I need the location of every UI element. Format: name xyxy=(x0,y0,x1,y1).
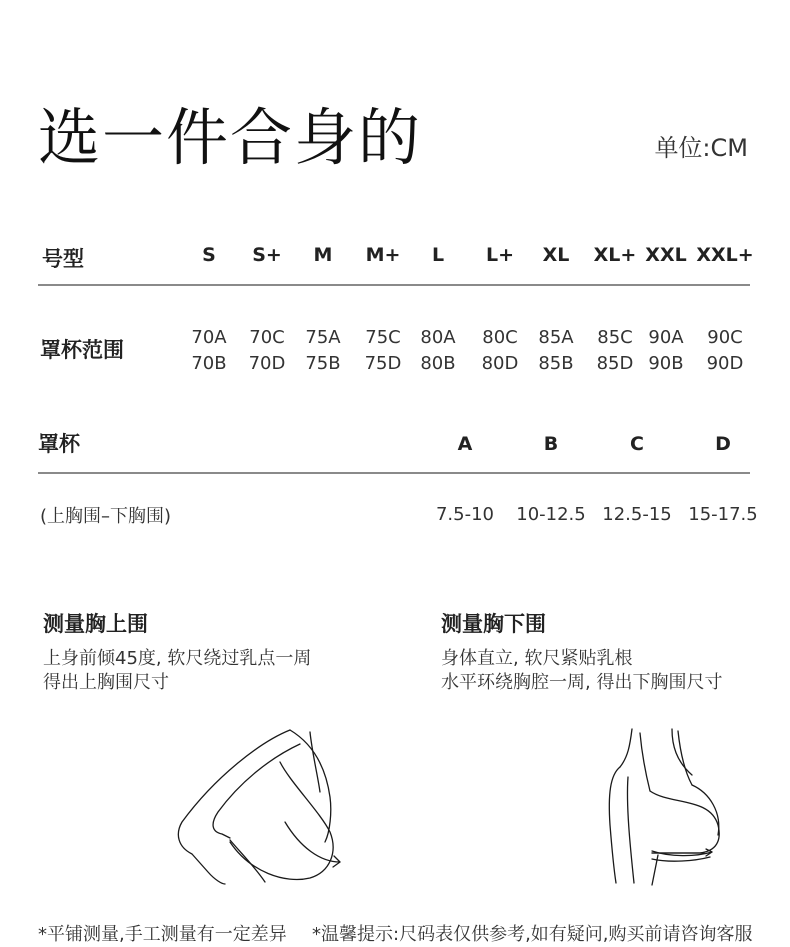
cup-range-cell xyxy=(526,325,586,377)
reminder-note: *温馨提示:尺码表仅供参考,如有疑问,购买前请咨询客服 xyxy=(312,924,753,945)
cup-range-value: 90C xyxy=(707,327,743,348)
size-header-cell: XL+ xyxy=(593,244,637,266)
cup-range-row-label: 罩杯范围 xyxy=(40,338,124,362)
size-header-cell: M xyxy=(313,244,333,266)
cup-range-value: 75A xyxy=(305,327,341,348)
size-row-label: 号型 xyxy=(42,247,84,271)
cup-range-cell xyxy=(636,325,696,377)
bust-difference-cell: 10-12.5 xyxy=(516,504,586,525)
cup-range-value: 80B xyxy=(420,353,456,374)
size-header-cell: L xyxy=(431,244,445,266)
cup-range-value: 80D xyxy=(481,353,519,374)
underbust-illustration xyxy=(600,725,730,887)
size-header-cell: XL xyxy=(542,244,570,266)
size-header-cell: S xyxy=(202,244,216,266)
tape-line-back xyxy=(652,857,710,861)
cup-range-value: 90B xyxy=(648,353,684,374)
cup-range-value: 70B xyxy=(191,353,227,374)
measure-under-description: 身体直立, 软尺紧贴乳根 水平环绕胸腔一周, 得出下胸围尺寸 xyxy=(441,648,723,693)
measure-upper-title: 测量胸上围 xyxy=(43,612,148,636)
bust-difference-label: (上胸围–下胸围) xyxy=(40,506,172,527)
cup-range-cell xyxy=(353,325,413,377)
arm-inner-outline xyxy=(213,744,300,838)
cup-range-value: 75B xyxy=(305,353,341,374)
bra-strap-outline xyxy=(640,733,650,791)
cup-header-cell: B xyxy=(543,433,559,455)
arm-outline xyxy=(178,730,290,884)
upper-bust-illustration xyxy=(170,722,360,887)
size-header-cell: S+ xyxy=(252,244,282,266)
cup-header-cell: C xyxy=(630,433,644,455)
unit-label: 单位:CM xyxy=(654,134,748,162)
cup-range-value: 80C xyxy=(482,327,518,348)
measure-upper-description: 上身前倾45度, 软尺绕过乳点一周 得出上胸围尺寸 xyxy=(43,648,312,693)
cup-range-value: 85B xyxy=(538,353,574,374)
cup-range-cell xyxy=(293,325,353,377)
cup-range-value: 75C xyxy=(365,327,401,348)
neck-right-outline xyxy=(672,729,692,775)
cup-range-value: 75D xyxy=(364,353,402,374)
bra-cup-outline xyxy=(650,791,719,853)
bra-strap-back-outline xyxy=(678,731,692,785)
cup-header-cell: D xyxy=(715,433,731,455)
shoulder-outline xyxy=(609,767,620,883)
breast-outline xyxy=(692,785,719,835)
cup-range-value: 85D xyxy=(596,353,634,374)
cup-range-value: 70C xyxy=(249,327,285,348)
cup-range-cell xyxy=(408,325,468,377)
cup-range-cell xyxy=(695,325,755,377)
flat-measure-note: *平铺测量,手工测量有一定差异 xyxy=(38,924,287,945)
arm-outline xyxy=(627,777,634,883)
measure-under-title: 测量胸下围 xyxy=(441,612,546,636)
size-header-cell: XXL xyxy=(645,244,687,266)
size-header-cell: M+ xyxy=(365,244,401,266)
cup-range-value: 90A xyxy=(648,327,684,348)
cup-range-value: 80A xyxy=(420,327,456,348)
cup-range-value: 70D xyxy=(248,353,286,374)
cup-table-divider xyxy=(38,472,750,474)
cup-range-cell xyxy=(470,325,530,377)
neck-left-outline xyxy=(620,729,632,767)
cup-row-label: 罩杯 xyxy=(38,432,80,456)
bra-strap-outline xyxy=(310,732,320,792)
cup-range-value: 70A xyxy=(191,327,227,348)
size-table-divider xyxy=(38,284,750,286)
size-header-cell: L+ xyxy=(485,244,515,266)
bust-difference-cell: 12.5-15 xyxy=(602,504,672,525)
cup-header-cell: A xyxy=(457,433,473,455)
cup-range-value: 85A xyxy=(538,327,574,348)
bust-difference-cell: 15-17.5 xyxy=(688,504,758,525)
cup-range-cell xyxy=(237,325,297,377)
cup-range-value: 85C xyxy=(597,327,633,348)
size-header-cell: XXL+ xyxy=(696,244,754,266)
cup-range-cell xyxy=(179,325,239,377)
bust-difference-cell: 7.5-10 xyxy=(435,504,495,525)
cup-range-value: 90D xyxy=(706,353,744,374)
page-title: 选一件合身的 xyxy=(38,101,423,174)
